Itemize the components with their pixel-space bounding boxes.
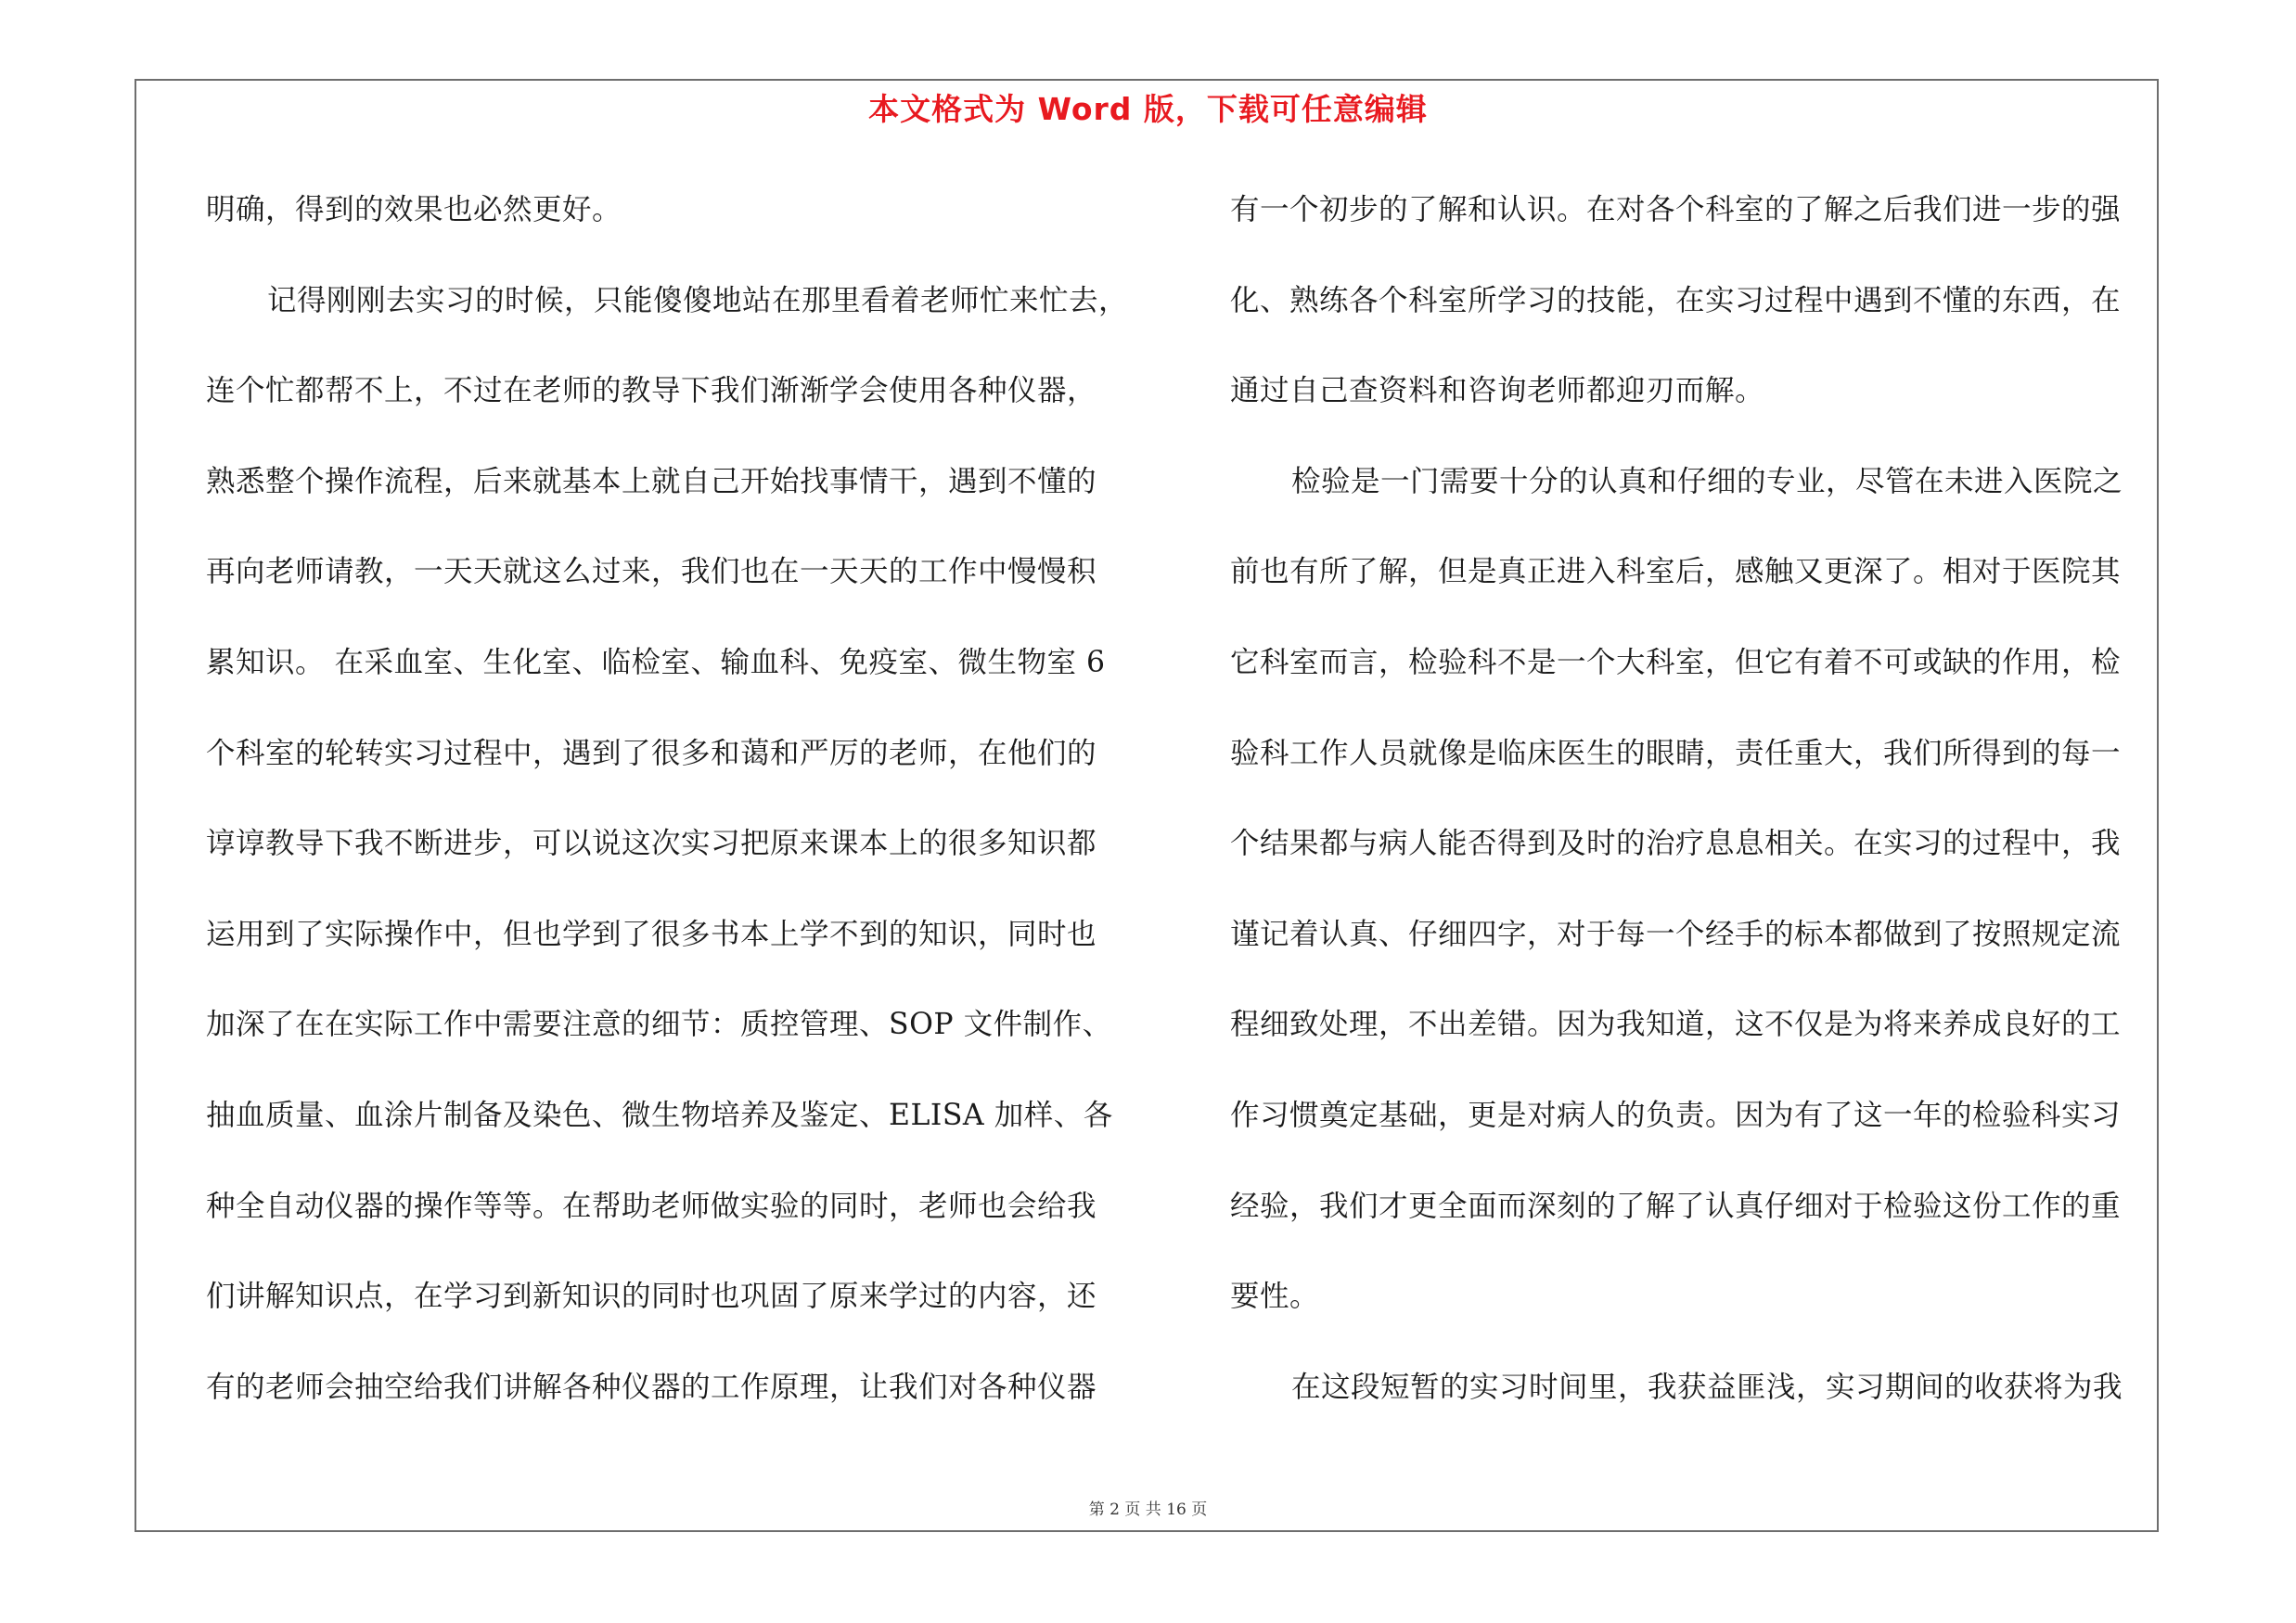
text-line: 在这段短暂的实习时间里，我获益匪浅，实习期间的收获将为我: [1291, 1370, 2123, 1404]
text-line: 检验是一门需要十分的认真和仔细的专业，尽管在未进入医院之: [1291, 464, 2123, 498]
text-line: 累知识。 在采血室、生化室、临检室、输血科、免疫室、微生物室 6: [206, 645, 1106, 679]
text-line: 作习惯奠定基础，更是对病人的负责。因为有了这一年的检验科实习: [1230, 1098, 2122, 1132]
text-line: 再向老师请教，一天天就这么过来，我们也在一天天的工作中慢慢积: [206, 555, 1097, 589]
text-line: 程细致处理，不出差错。因为我知道，这不仅是为将来养成良好的工: [1230, 1008, 2122, 1042]
text-line: 加深了在在实际工作中需要注意的细节：质控管理、SOP 文件制作、: [206, 1008, 1112, 1042]
text-line: 抽血质量、血涂片制备及染色、微生物培养及鉴定、ELISA 加样、各: [206, 1098, 1113, 1132]
text-line: 要性。: [1230, 1280, 1320, 1314]
text-line: 经验，我们才更全面而深刻的了解了认真仔细对于检验这份工作的重: [1230, 1189, 2122, 1223]
text-line: 化、熟练各个科室所学习的技能，在实习过程中遇到不懂的东西，在: [1230, 283, 2122, 317]
text-line: 有一个初步的了解和认识。在对各个科室的了解之后我们进一步的强: [1230, 193, 2122, 226]
page-number-footer: 第 2 页 共 16 页: [1088, 1501, 1208, 1519]
text-line: 熟悉整个操作流程，后来就基本上就自己开始找事情干，遇到不懂的: [206, 464, 1097, 498]
text-line: 通过自己查资料和咨询老师都迎刃而解。: [1230, 374, 1765, 408]
text-line: 个科室的轮转实习过程中，遇到了很多和蔼和严厉的老师，在他们的: [206, 736, 1097, 770]
right-text-column: [1230, 184, 2148, 1451]
text-line: 连个忙都帮不上，不过在老师的教导下我们渐渐学会使用各种仪器，: [206, 374, 1097, 408]
text-line: 谆谆教导下我不断进步，可以说这次实习把原来课本上的很多知识都: [206, 827, 1097, 861]
text-line: 们讲解知识点，在学习到新知识的同时也巩固了原来学过的内容，还: [206, 1280, 1097, 1314]
text-line: 个结果都与病人能否得到及时的治疗息息相关。在实习的过程中，我: [1230, 827, 2122, 861]
text-line: 记得刚刚去实习的时候，只能傻傻地站在那里看着老师忙来忙去，: [267, 283, 1129, 317]
word-format-banner: 本文格式为 Word 版，下载可任意编辑: [868, 91, 1428, 127]
left-text-column: [206, 184, 1129, 1451]
text-line: 运用到了实际操作中，但也学到了很多书本上学不到的知识，同时也: [206, 917, 1097, 951]
text-line: 明确，得到的效果也必然更好。: [206, 193, 622, 226]
text-line: 前也有所了解，但是真正进入科室后，感触又更深了。相对于医院其: [1230, 555, 2122, 589]
text-line: 有的老师会抽空给我们讲解各种仪器的工作原理，让我们对各种仪器: [206, 1370, 1097, 1404]
text-line: 种全自动仪器的操作等等。在帮助老师做实验的同时，老师也会给我: [206, 1189, 1097, 1223]
text-line: 谨记着认真、仔细四字，对于每一个经手的标本都做到了按照规定流: [1230, 917, 2122, 951]
text-line: 验科工作人员就像是临床医生的眼睛，责任重大，我们所得到的每一: [1230, 736, 2122, 770]
text-line: 它科室而言，检验科不是一个大科室，但它有着不可或缺的作用，检: [1230, 645, 2122, 679]
